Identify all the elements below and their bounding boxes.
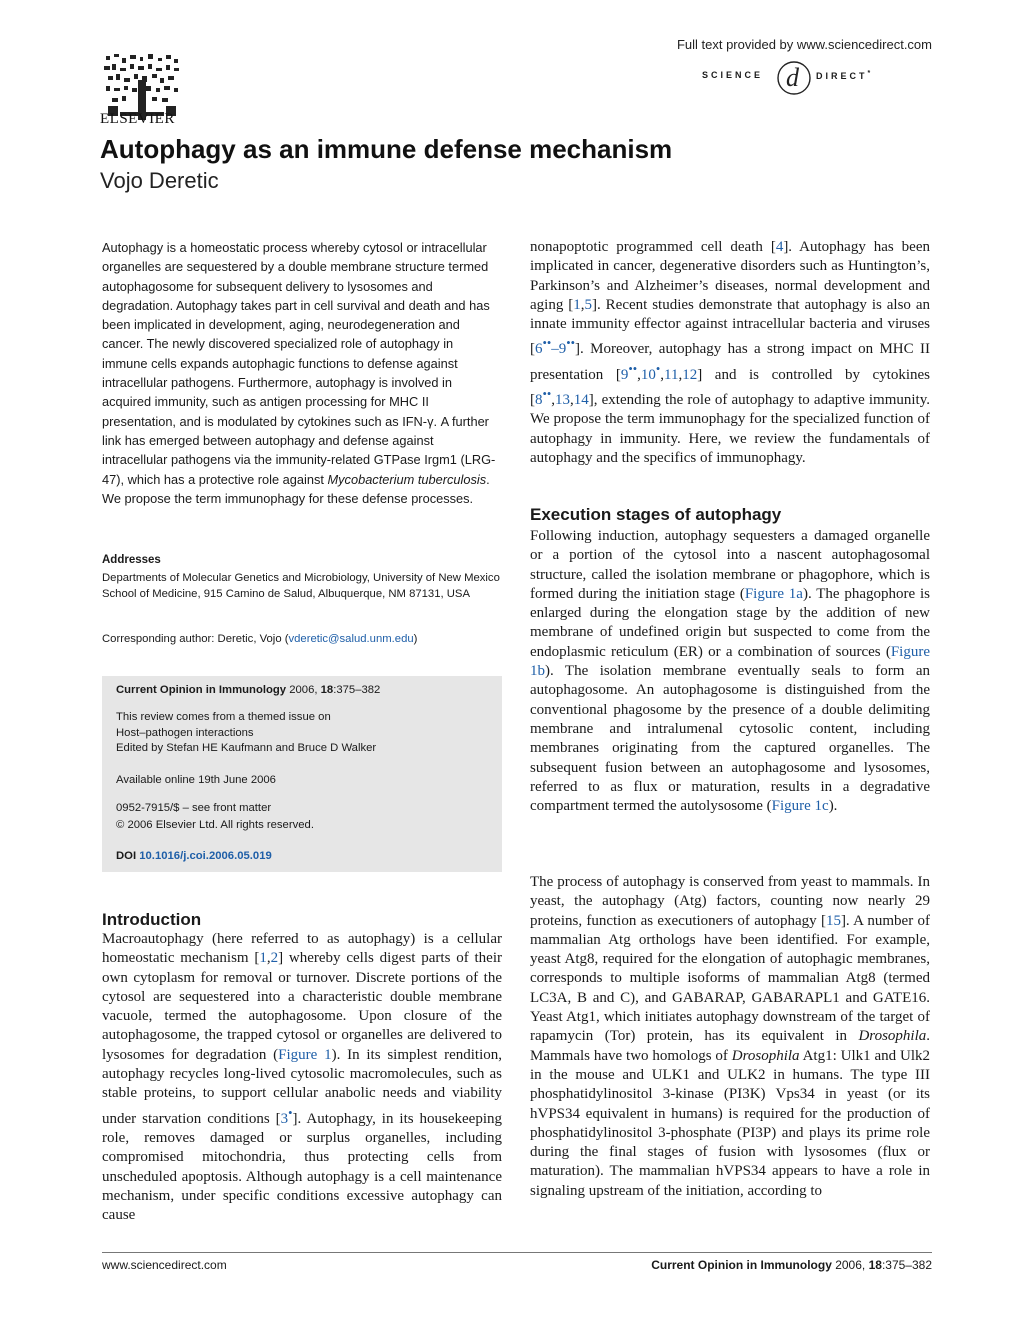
article-title: Autophagy as an immune defense mechanism: [100, 134, 673, 164]
email-link[interactable]: vderetic@salud.unm.edu: [288, 633, 414, 645]
addresses-heading: Addresses: [102, 554, 161, 566]
issue-line-1: This review comes from a themed issue on: [116, 711, 331, 723]
publisher-name: ELSEVIER: [100, 111, 175, 127]
abstract: Autophagy is a homeostatic process whereby cytosol or intracellular organelles are sequestered by a double membrane structure termed autophagosome for subsequent delivery to lysosomes and degradation. Autophagy takes part in cell survival and death and has been implicated in development, aging, neurodegeneration and cancer. The newly discovered specialized role of autophagy in immune cells expands autophagic functions to defense against intracellular pathogens. Furthermore, autophagy is involved in acquired immunity, such as antigen processing for MHC II presentation, and is modulated by cytokines such as IFN-γ. A further link has emerged between autophagy and defense against intracellular pathogens via the immunity-related GTPase Irgm1 (LRG-47), which has a protective role against Mycobacterium tuberculosis. We propose the term immunophagy for these defense processes.: [102, 240, 496, 506]
addresses-text: Departments of Molecular Genetics and Microbiology, University of New Mexico School of Medicine, 915 Camino de Salud, Albuquerque, NM 87131, USA: [102, 572, 500, 600]
editors: Edited by Stefan HE Kaufmann and Bruce D Walker: [116, 742, 377, 754]
sciencedirect-science-word: SCIENCE: [702, 70, 764, 80]
doi-link[interactable]: 10.1016/j.coi.2006.05.019: [139, 850, 272, 862]
sciencedirect-direct-word: DIRECT*: [816, 70, 874, 81]
copyright-line: © 2006 Elsevier Ltd. All rights reserved.: [116, 819, 314, 831]
full-text-notice[interactable]: Full text provided by www.sciencedirect.com: [676, 37, 932, 52]
execution-stages-body: Following induction, autophagy sequesters a damaged organelle or a portion of the cytosol into a nascent autophagosomal structure, called the isolation membrane or phagophore, which is formed during the initiation stage (Figure 1a). The phagophore is enlarged during the elongation stage by the addition of new membrane of undefined origin but suspected to come from the endoplasmic reticulum (ER) or a combination of sources (Figure 1b). The isolation membrane eventually seals to form an autophagosome. An autophagosome is distinguished from the conventional phagosome by the presence of a double delimiting membrane and intralumenal cytosolic content, including membranes originating from the captured organelles. The subsequent fusion between an autophagosome and lysosomes, referred to as flux or maturation, results in a degradative compartment termed the autolysosome (Figure 1c).: [530, 528, 931, 815]
introduction-body: Macroautophagy (here referred to as autophagy) is a cellular homeostatic mechanism [1,2] whereby cells digest parts of their own cytoplasm for removal or turnover. Discrete portions of the cytosol are sequestered into a characteristic double membrane vacuole, termed the autophagosome. Upon closure of the autophagosome, the trapped cytosol or organelles are delivered to lysosomes for degradation (Figure 1). In its simplest rendition, autophagy recycles long-lived cytosolic macromolecules, such as stable proteins, to support cellular anabolic needs and viability under starvation conditions [3•]. Autophagy, in its housekeeping role, removes damaged or surplus organelles, including compromised mitochondria, thus protecting cells from unscheduled apoptosis. Although autophagy is a cell maintenance mechanism, under specific conditions excessive autophagy can cause: [102, 931, 503, 1224]
footer-citation: Current Opinion in Immunology 2006, 18:375–382: [651, 1258, 932, 1272]
issue-line-2: Host–pathogen interactions: [116, 727, 254, 739]
introduction-heading: Introduction: [102, 910, 202, 929]
journal-citation: Current Opinion in Immunology 2006, 18:375–382: [116, 684, 381, 696]
footer-website[interactable]: www.sciencedirect.com: [102, 1258, 227, 1272]
execution-stages-heading: Execution stages of autophagy: [530, 505, 782, 524]
issn-line: 0952-7915/$ – see front matter: [116, 802, 272, 814]
doi-line: DOI 10.1016/j.coi.2006.05.019: [116, 850, 272, 862]
corresponding-author: Corresponding author: Deretic, Vojo (vderetic@salud.unm.edu): [102, 633, 418, 645]
footer-rule: [102, 1252, 932, 1253]
article-author: Vojo Deretic: [100, 168, 219, 193]
article-info-box: [102, 676, 502, 872]
available-online: Available online 19th June 2006: [116, 774, 276, 786]
autophagy-conservation-body: The process of autophagy is conserved from yeast to mammals. In yeast, the autophagy (Atg) factors, counting now nearly 29 proteins, function as executioners of autophagy [15]. A number of mammalian Atg orthologs have been identified. For example, yeast Atg8, required for the elongation of autophagic membranes, corresponds to multiple isoforms of mammalian Atg8 (termed LC3A, B and C), and GABARAP, GABARAPL1 and GATE16. Yeast Atg1, which initiates autophagy downstream of the target of rapamycin (Tor) protein, has its equivalent in Drosophila. Mammals have two homologs of Drosophila Atg1: Ulk1 and Ulk2 in the mouse and ULK1 and ULK2 in humans. The type III phosphatidylinositol 3-kinase (PI3K) Vps34 in yeast (or its hVPS34 equivalent in humans) is required for the production of phosphatidylinositol 3-phosphate (PI3P) and plays its prime role during the final stages of fusion with lysosomes (flux or maturation). The mammalian hVPS34 appears to have a role in signaling upstream of the initiation, according to: [530, 874, 930, 1199]
right-column-intro-continued: nonapoptotic programmed cell death [4]. Autophagy has been implicated in cancer, degenerative disorders such as Huntington’s, Parkinson’s and Alzheimer’s diseases, normal development and aging [1,5]. Recent studies demonstrate that autophagy is also an innate immunity effector against intracellular bacteria and viruses [6••–9••]. Moreover, autophagy has a strong impact on MHC II presentation [9••,10•,11,12] and is controlled by cytokines [8••,13,14], extending the role of autophagy to adaptive immunity. We propose the term immunophagy for the specialized function of autophagy in immunity. Here, we review the fundamentals of autophagy and the specifics of immunophagy.: [530, 239, 931, 466]
svg-text:d: d: [786, 63, 799, 92]
